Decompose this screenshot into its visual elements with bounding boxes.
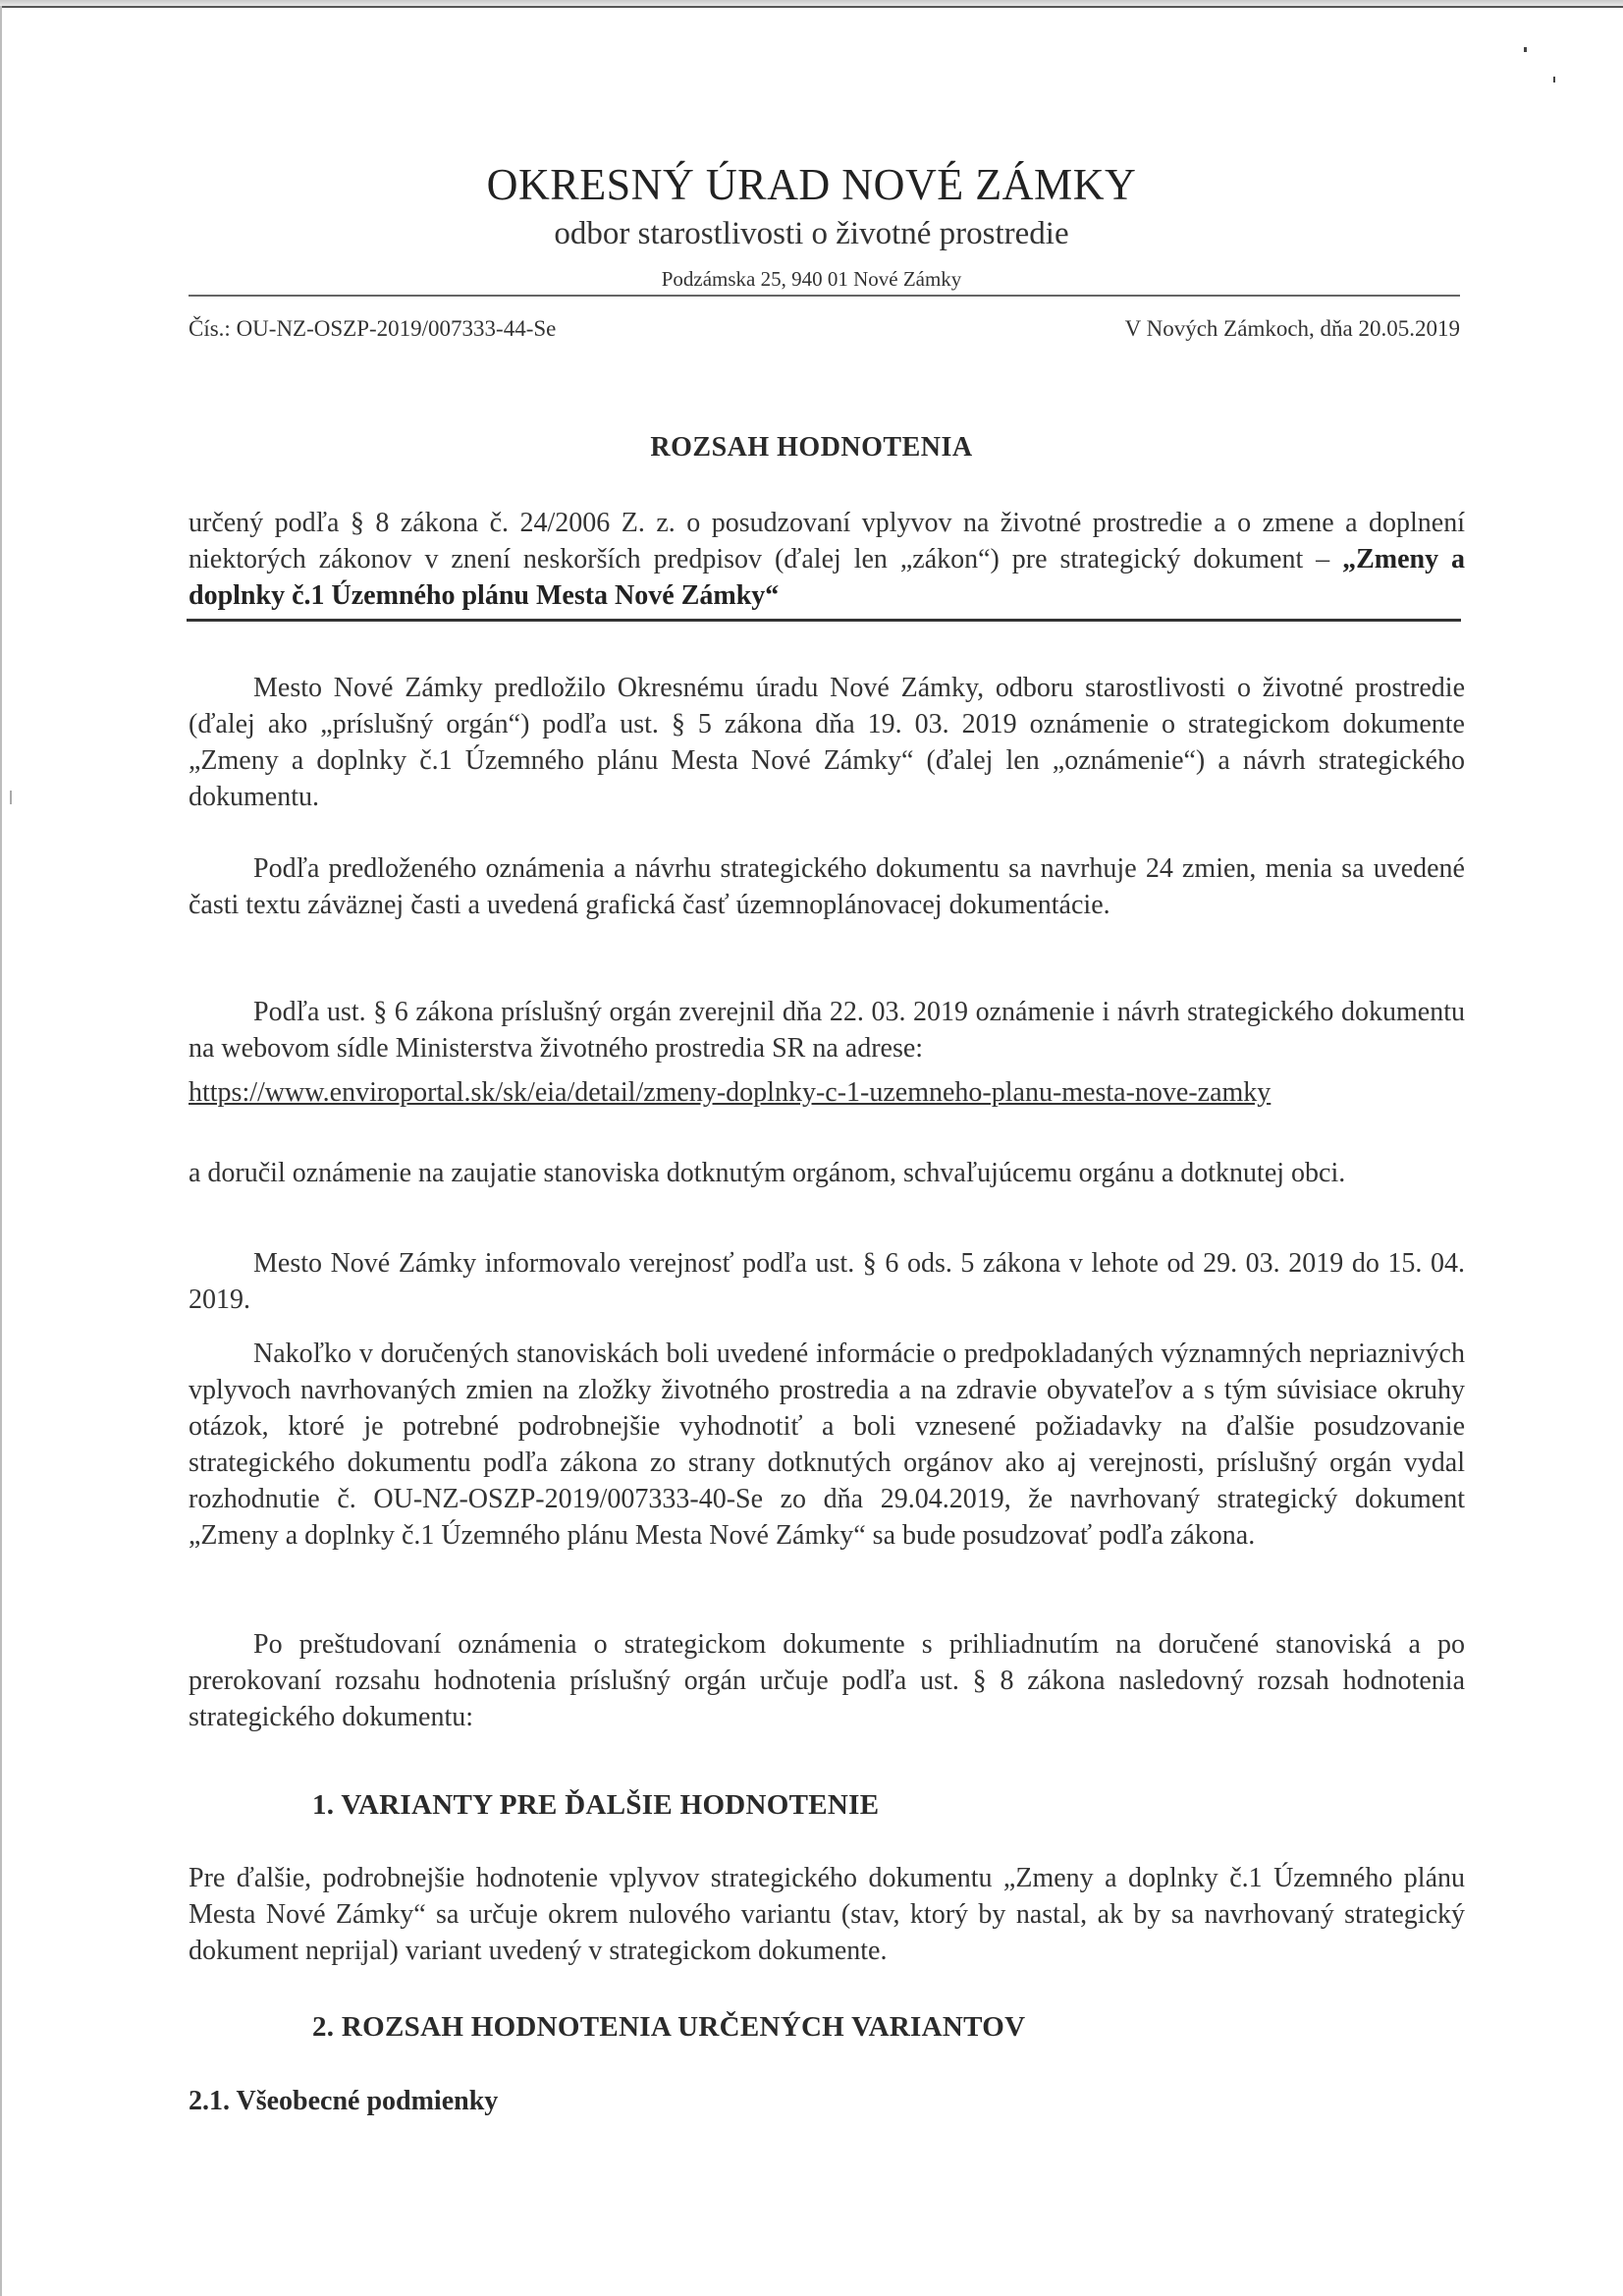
department-name: odbor starostlivosti o životné prostredie bbox=[554, 216, 1069, 251]
scan-speck bbox=[1524, 47, 1527, 52]
enviroportal-link-wrap bbox=[189, 1074, 1406, 1111]
enviroportal-link[interactable]: https://www.enviroportal.sk/sk/eia/detail/zmeny-doplnky-c-1-uzemneho-planu-mesta-nove-zamky bbox=[189, 1077, 1271, 1108]
subsection-2-1-heading: 2.1. Všeobecné podmienky bbox=[189, 2086, 499, 2116]
header-divider bbox=[189, 295, 1460, 297]
paragraph-submission: Mesto Nové Zámky predložilo Okresnému úradu Nové Zámky, odboru starostlivosti o životné prostredie (ďalej ako „príslušný orgán“) podľa ust. § 5 zákona dňa 19. 03. 2019 oznámenie o strategickom dokumente „Zmeny a doplnky č.1 Územného plánu Mesta Nové Zámky“ (ďalej len „oznámenie“) a návrh strategického dokumentu. bbox=[189, 673, 1465, 812]
paragraph-publication: Podľa ust. § 6 zákona príslušný orgán zverejnil dňa 22. 03. 2019 oznámenie i návrh strategického dokumentu na webovom sídle Ministerstva životného prostredia SR na adrese: bbox=[189, 997, 1465, 1064]
scan-speck bbox=[1553, 77, 1555, 82]
section-2-heading: 2. ROZSAH HODNOTENIA URČENÝCH VARIANTOV bbox=[312, 2011, 1026, 2043]
strategic-document-name: „Zmeny a doplnky č.1 Územného plánu Mesta Nové Zámky“ bbox=[189, 544, 1466, 611]
paragraph-proposal: Podľa predloženého oznámenia a návrhu strategického dokumentu sa navrhuje 24 zmien, menia sa uvedené časti textu záväznej časti a uvedená grafická časť územnoplánovacej dokumentácie. bbox=[189, 853, 1465, 920]
paragraph-decision: Nakoľko v doručených stanoviskách boli uvedené informácie o predpokladaných významných nepriaznivých vplyvoch navrhovaných zmien na zložky životného prostredia a na zdravie obyvateľov a s tým súvisiace okruhy otázok, ktoré je potrebné podrobnejšie vyhodnotiť a boli vznesené požiadavky na ďalšie posudzovanie strategického dokumentu podľa zákona zo strany dotknutých orgánov ako aj verejnosti, príslušný orgán vydal rozhodnutie č. OU-NZ-OSZP-2019/007333-40-Se zo dňa 29.04.2019, že navrhovaný strategický dokument „Zmeny a doplnky č.1 Územného plánu Mesta Nové Zámky“ sa bude posudzovať podľa zákona. bbox=[189, 1339, 1465, 1551]
section-1-heading: 1. VARIANTY PRE ĎALŠIE HODNOTENIE bbox=[312, 1789, 880, 1821]
office-address: Podzámska 25, 940 01 Nové Zámky bbox=[661, 267, 962, 291]
place-date: V Nových Zámkoch, dňa 20.05.2019 bbox=[1124, 316, 1460, 341]
intro-paragraph bbox=[189, 505, 1465, 614]
title-divider bbox=[187, 619, 1461, 622]
scan-speck bbox=[10, 791, 12, 804]
paragraph-delivery: a doručil oznámenie na zaujatie stanoviska dotknutým orgánom, schvaľujúcemu orgánu a dotknutej obci. bbox=[189, 1158, 1346, 1188]
section-1-text: Pre ďalšie, podrobnejšie hodnotenie vplyvov strategického dokumentu „Zmeny a doplnky č.1 Územného plánu Mesta Nové Zámky“ sa určuje okrem nulového variantu (stav, ktorý by nastal, ak by sa navrhovaný strategický dokument neprijal) variant uvedený v strategickom dokumente. bbox=[189, 1863, 1465, 1966]
paragraph-scope: Po preštudovaní oznámenia o strategickom dokumente s prihliadnutím na doručené stanoviská a po prerokovaní rozsahu hodnotenia príslušný orgán určuje podľa ust. § 8 zákona nasledovný rozsah hodnotenia strategického dokumentu: bbox=[189, 1629, 1465, 1732]
document-title: ROZSAH HODNOTENIA bbox=[650, 432, 973, 463]
office-name: OKRESNÝ ÚRAD NOVÉ ZÁMKY bbox=[486, 160, 1137, 209]
reference-number: Čís.: OU-NZ-OSZP-2019/007333-44-Se bbox=[189, 316, 557, 341]
paragraph-public-info: Mesto Nové Zámky informovalo verejnosť podľa ust. § 6 ods. 5 zákona v lehote od 29. 03. 2019 do 15. 04. 2019. bbox=[189, 1248, 1465, 1315]
intro-text: určený podľa § 8 zákona č. 24/2006 Z. z. o posudzovaní vplyvov na životné prostredie a o zmene a doplnení niektorých zákonov v znení neskorších predpisov (ďalej len „zákon“) pre strategický dokument – bbox=[189, 508, 1465, 574]
